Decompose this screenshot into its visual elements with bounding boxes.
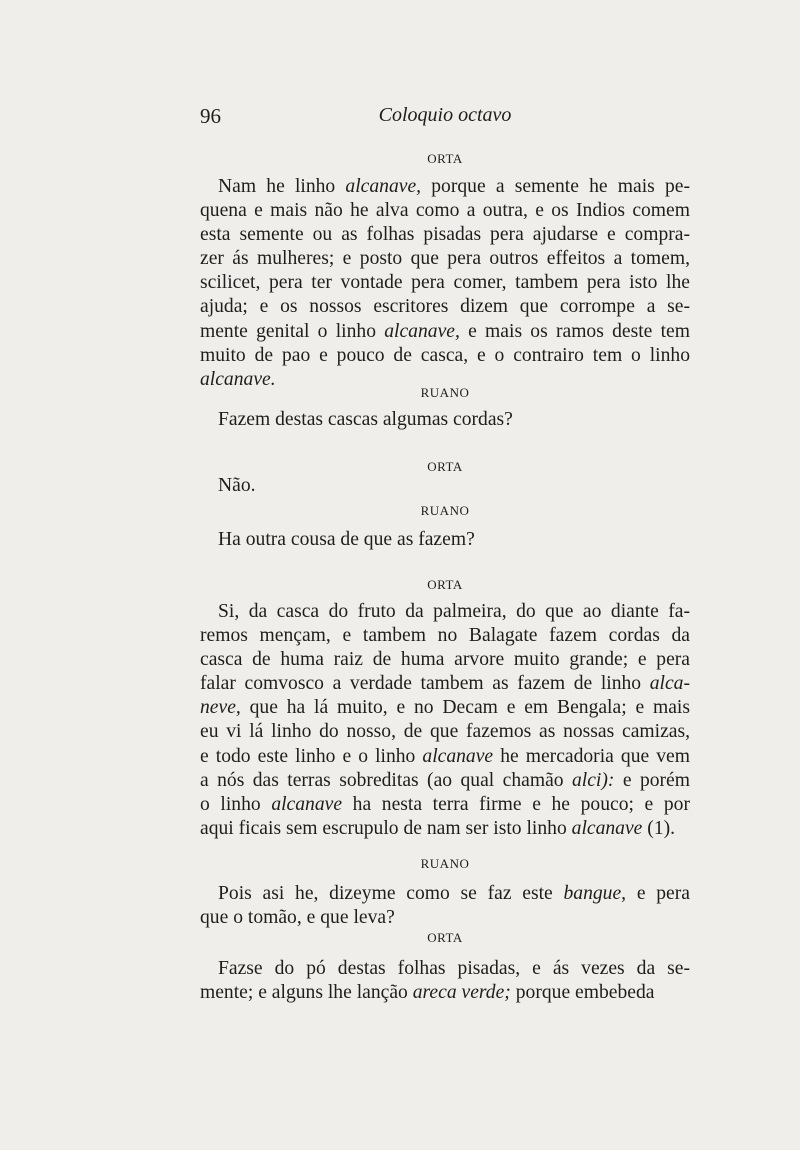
- text-run: e pera: [626, 883, 690, 904]
- text-run: e porém: [614, 769, 690, 791]
- text-run: quena e mais não he alva como a outra, e os Indios comem: [200, 200, 690, 222]
- speaker-label-ruano: RUANO: [420, 385, 470, 400]
- text-run: aqui ficais sem escrupulo de nam ser isto linho: [200, 817, 572, 839]
- text-line: [200, 696, 690, 720]
- text-line: [200, 793, 690, 817]
- text-line: [200, 247, 690, 271]
- page-header: [200, 104, 690, 134]
- text-run: scilicet, pera ter vontade pera comer, tambem pera isto lhe: [200, 272, 690, 294]
- text-line: [200, 672, 690, 696]
- text-run: o linho: [200, 793, 272, 815]
- speaker-label-orta: ORTA: [427, 459, 463, 474]
- italic-term: alci):: [571, 769, 615, 791]
- text-line: [200, 906, 690, 930]
- speaker-label-ruano: RUANO: [420, 503, 470, 518]
- text-line: [200, 199, 690, 223]
- text-run: Nam he linho: [218, 176, 346, 197]
- page-number: 96: [200, 104, 221, 128]
- text-line: [200, 648, 690, 672]
- text-line: [200, 981, 690, 1005]
- text-run: ha nesta terra firme e he pouco; e por: [342, 793, 690, 815]
- running-title: Coloquio octavo: [378, 104, 512, 126]
- italic-term: alcanave,: [384, 320, 460, 342]
- text-run: porque a semente he mais pe-: [421, 176, 690, 197]
- text-run: e mais os ramos deste tem: [459, 320, 690, 342]
- italic-term: alcanave,: [345, 176, 422, 197]
- text-line: [200, 344, 690, 368]
- text-run: que o tomão, e que leva?: [200, 907, 395, 929]
- text-run: Fazse do pó destas folhas pisadas, e ás vezes da se-: [218, 958, 690, 979]
- text-line: [200, 295, 690, 319]
- italic-term: alca-: [649, 673, 690, 695]
- text-line: [200, 600, 690, 624]
- text-run: que ha lá muito, e no Decam e em Bengala; e mais: [240, 697, 690, 719]
- text-run: Si, da casca do fruto da palmeira, do que ao diante fa-: [218, 601, 690, 622]
- text-run: porque embebeda: [510, 982, 655, 1004]
- italic-term: areca verde;: [412, 982, 511, 1004]
- text-line: [200, 271, 690, 295]
- text-run: esta semente ou as folhas pisadas pera ajudarse e compra-: [200, 224, 690, 246]
- paragraph-2: Fazem destas cascas algumas cordas?: [218, 409, 513, 430]
- text-line: [200, 745, 690, 769]
- speaker-label-orta: ORTA: [427, 151, 463, 166]
- text-line: [200, 882, 690, 906]
- text-run: e todo este linho e o linho: [200, 745, 423, 767]
- text-line: [200, 320, 690, 344]
- text-line: [200, 720, 690, 744]
- paragraph-7: [200, 957, 690, 1005]
- text-line: [200, 957, 690, 981]
- text-run: Pois asi he, dizeyme como se faz este: [218, 883, 564, 904]
- text-run: mente; e alguns lhe lanção: [200, 982, 413, 1004]
- text-run: ajuda; e os nossos escritores dizem que corrompe a se-: [200, 296, 690, 318]
- text-run: casca de huma raiz de huma arvore muito grande; e pera: [200, 649, 690, 671]
- paragraph-1: [200, 175, 690, 392]
- text-line: [200, 624, 690, 648]
- italic-term: bangue,: [563, 883, 627, 904]
- text-run: remos mençam, e tambem no Balagate fazem cordas da: [200, 625, 690, 647]
- italic-term: neve,: [200, 697, 241, 719]
- paragraph-4: Ha outra cousa de que as fazem?: [218, 529, 475, 550]
- italic-term: alcanave: [422, 745, 494, 767]
- text-run: a nós das terras sobreditas (ao qual chamão: [200, 769, 572, 791]
- text-run: eu vi lá linho do nosso, de que fazemos as nossas camizas,: [200, 721, 690, 743]
- paragraph-5: [200, 600, 690, 841]
- text-run: (1).: [642, 817, 676, 839]
- text-line: [200, 817, 690, 841]
- text-run: zer ás mulheres; e posto que pera outros effeitos a tomem,: [200, 248, 690, 270]
- text-run: muito de pao e pouco de casca, e o contrairo tem o linho: [200, 344, 690, 366]
- text-line: [200, 223, 690, 247]
- text-run: mente genital o linho: [200, 320, 385, 342]
- speaker-label-orta: ORTA: [427, 930, 463, 945]
- speaker-label-orta: ORTA: [427, 577, 463, 592]
- paragraph-6: [200, 882, 690, 930]
- italic-term: alcanave: [271, 793, 343, 815]
- italic-term: alcanave.: [200, 368, 276, 390]
- text-line: [200, 175, 690, 199]
- text-run: falar comvosco a verdade tambem as fazem de linho: [200, 673, 650, 695]
- text-run: he mercadoria que vem: [493, 745, 690, 767]
- speaker-label-ruano: RUANO: [420, 856, 470, 871]
- italic-term: alcanave: [571, 817, 643, 839]
- paragraph-3: Não.: [218, 475, 256, 496]
- text-line: [200, 769, 690, 793]
